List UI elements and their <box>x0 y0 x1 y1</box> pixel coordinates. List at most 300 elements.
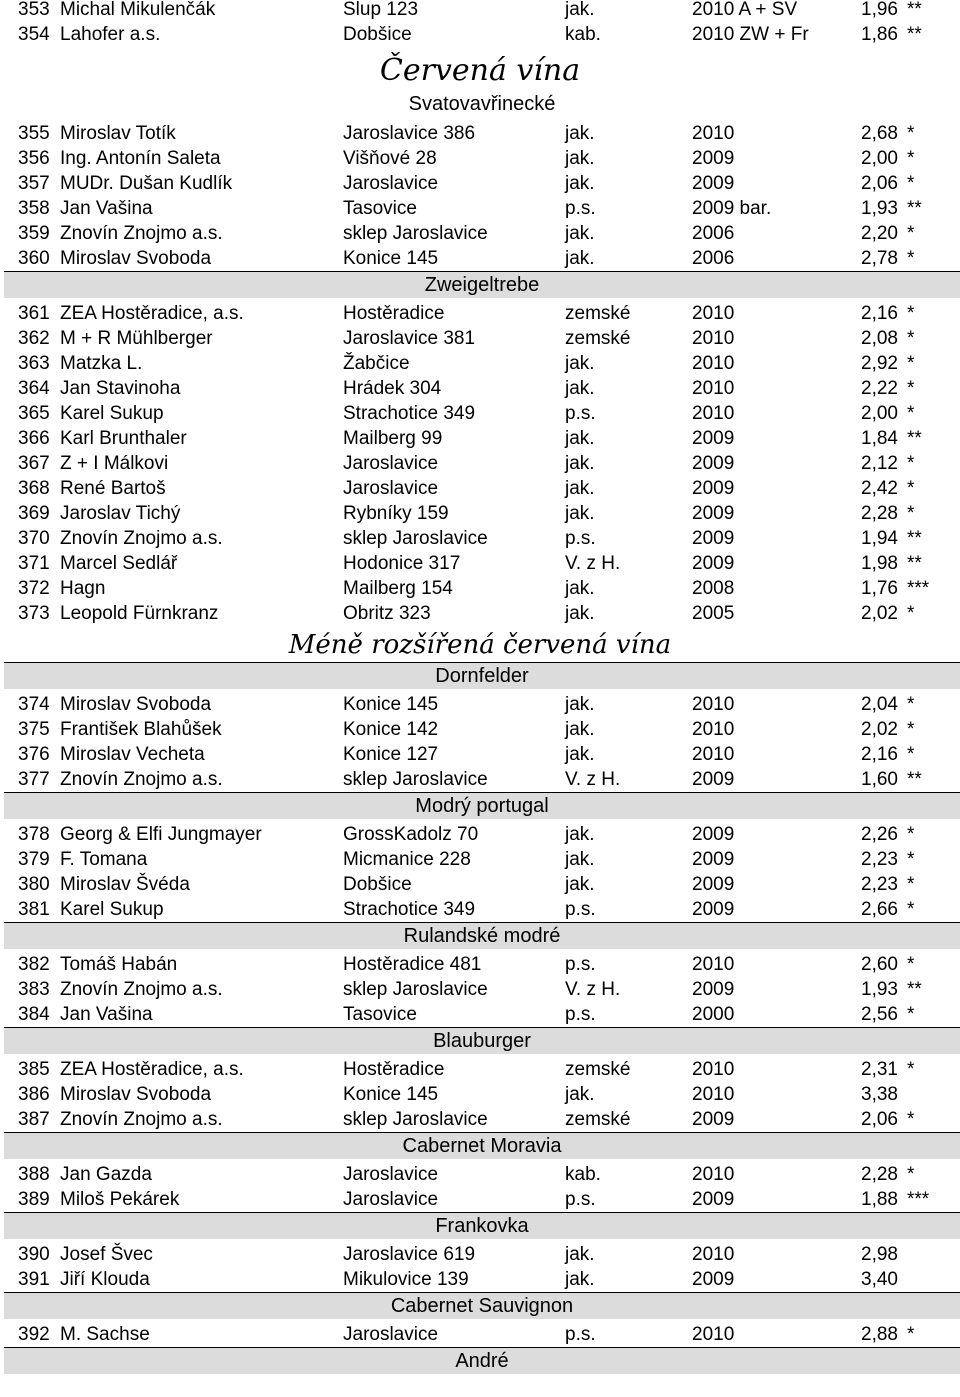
entry-number: 382 <box>18 954 50 975</box>
entry-number: 359 <box>18 223 50 244</box>
wine-attribute: jak. <box>565 173 595 194</box>
vintage: 2009 <box>692 478 735 499</box>
entry-number: 388 <box>18 1164 50 1185</box>
score: 2,06 <box>861 1109 898 1130</box>
section-title: Méně rozšířená červená vína <box>288 630 672 660</box>
variety-heading: Cabernet Moravia <box>4 1132 960 1159</box>
wine-entry-row <box>0 326 960 351</box>
vintage: 2009 <box>692 1189 735 1210</box>
score: 1,60 <box>861 769 898 790</box>
vintage: 2010 <box>692 1059 735 1080</box>
wine-attribute: jak. <box>565 1084 595 1105</box>
vintage: 2010 <box>692 123 735 144</box>
producer-name: Lahofer a.s. <box>60 24 161 45</box>
wine-attribute: p.s. <box>565 528 596 549</box>
rating-stars: * <box>907 303 915 324</box>
entry-number: 358 <box>18 198 50 219</box>
wine-entry-row <box>0 1082 960 1107</box>
vintage: 2008 <box>692 578 735 599</box>
wine-attribute: jak. <box>565 719 595 740</box>
entry-number: 379 <box>18 849 50 870</box>
wine-attribute: p.s. <box>565 198 596 219</box>
producer-name: Jan Stavinoha <box>60 378 181 399</box>
producer-name: ZEA Hostěradice, a.s. <box>60 1059 244 1080</box>
wine-entry-row <box>0 1002 960 1027</box>
entry-number: 354 <box>18 24 50 45</box>
vintage: 2009 <box>692 1109 735 1130</box>
producer-name: Miroslav Totík <box>60 123 176 144</box>
score: 3,40 <box>861 1269 898 1290</box>
vintage: 2010 <box>692 744 735 765</box>
entry-number: 366 <box>18 428 50 449</box>
score: 2,28 <box>861 1164 898 1185</box>
vintage: 2010 <box>692 1084 735 1105</box>
producer-name: M. Sachse <box>60 1324 150 1345</box>
entry-number: 367 <box>18 453 50 474</box>
vintage: 2005 <box>692 603 735 624</box>
section-title: Červená vína <box>379 53 581 88</box>
entry-number: 356 <box>18 148 50 169</box>
wine-attribute: jak. <box>565 248 595 269</box>
wine-entry-row <box>0 897 960 922</box>
wine-entry-row <box>0 221 960 246</box>
rating-stars: * <box>907 1059 915 1080</box>
wine-attribute: zemské <box>565 303 631 324</box>
variety-heading: Cabernet Sauvignon <box>4 1292 960 1319</box>
vintage: 2010 <box>692 1164 735 1185</box>
wine-entry-row <box>0 1162 960 1187</box>
score: 2,78 <box>861 248 898 269</box>
vintage: 2010 <box>692 1244 735 1265</box>
variety-heading: Zweigeltrebe <box>4 271 960 298</box>
producer-name: Znovín Znojmo a.s. <box>60 979 223 1000</box>
location: Mikulovice 139 <box>343 1269 469 1290</box>
vintage: 2010 A + SV <box>692 0 798 20</box>
rating-stars: ** <box>907 528 922 549</box>
score: 1,96 <box>861 0 898 20</box>
score: 2,20 <box>861 223 898 244</box>
entry-number: 378 <box>18 824 50 845</box>
producer-name: Znovín Znojmo a.s. <box>60 528 223 549</box>
producer-name: Karl Brunthaler <box>60 428 187 449</box>
wine-attribute: jak. <box>565 0 595 20</box>
vintage: 2009 <box>692 824 735 845</box>
wine-attribute: jak. <box>565 849 595 870</box>
producer-name: Georg & Elfi Jungmayer <box>60 824 262 845</box>
producer-name: Jan Gazda <box>60 1164 152 1185</box>
producer-name: Znovín Znojmo a.s. <box>60 223 223 244</box>
wine-entry-row <box>0 301 960 326</box>
producer-name: Miroslav Svoboda <box>60 1084 212 1105</box>
wine-entry-row <box>0 1187 960 1212</box>
score: 2,26 <box>861 824 898 845</box>
location: Dobšice <box>343 24 412 45</box>
location: Slup 123 <box>343 0 419 20</box>
producer-name: Miroslav Švéda <box>60 874 190 895</box>
rating-stars: * <box>907 223 915 244</box>
score: 2,08 <box>861 328 898 349</box>
entry-number: 369 <box>18 503 50 524</box>
location: Jaroslavice <box>343 478 439 499</box>
producer-name: Karel Sukup <box>60 899 164 920</box>
score: 2,02 <box>861 603 898 624</box>
entry-number: 357 <box>18 173 50 194</box>
vintage: 2010 ZW + Fr <box>692 24 809 45</box>
entry-number: 387 <box>18 1109 50 1130</box>
wine-entry-row <box>0 0 960 22</box>
location: Konice 145 <box>343 694 439 715</box>
entry-number: 362 <box>18 328 50 349</box>
location: Jaroslavice 619 <box>343 1244 476 1265</box>
wine-attribute: zemské <box>565 1059 631 1080</box>
entry-number: 353 <box>18 0 50 20</box>
location: sklep Jaroslavice <box>343 223 488 244</box>
vintage: 2009 bar. <box>692 198 772 219</box>
wine-entry-row <box>0 501 960 526</box>
wine-attribute: jak. <box>565 744 595 765</box>
wine-attribute: p.s. <box>565 954 596 975</box>
wine-attribute: jak. <box>565 694 595 715</box>
wine-attribute: jak. <box>565 378 595 399</box>
wine-attribute: jak. <box>565 478 595 499</box>
vintage: 2009 <box>692 769 735 790</box>
score: 2,98 <box>861 1244 898 1265</box>
entry-number: 383 <box>18 979 50 1000</box>
producer-name: Jan Vašina <box>60 1004 153 1025</box>
vintage: 2010 <box>692 1324 735 1345</box>
score: 1,84 <box>861 428 898 449</box>
score: 1,86 <box>861 24 898 45</box>
wine-attribute: jak. <box>565 428 595 449</box>
location: Hostěradice <box>343 1059 445 1080</box>
rating-stars: * <box>907 744 915 765</box>
wine-entry-row <box>0 1242 960 1267</box>
wine-entry-row <box>0 22 960 47</box>
score: 2,00 <box>861 403 898 424</box>
wine-attribute: kab. <box>565 1164 601 1185</box>
rating-stars: * <box>907 378 915 399</box>
rating-stars: * <box>907 478 915 499</box>
wine-entry-row <box>0 426 960 451</box>
producer-name: M + R Mühlberger <box>60 328 213 349</box>
vintage: 2009 <box>692 849 735 870</box>
wine-attribute: p.s. <box>565 1324 596 1345</box>
entry-number: 372 <box>18 578 50 599</box>
entry-number: 374 <box>18 694 50 715</box>
location: sklep Jaroslavice <box>343 1109 488 1130</box>
vintage: 2009 <box>692 453 735 474</box>
wine-entry-row <box>0 576 960 601</box>
wine-entry-row <box>0 121 960 146</box>
location: Mailberg 99 <box>343 428 443 449</box>
wine-attribute: jak. <box>565 1269 595 1290</box>
producer-name: Jiří Klouda <box>60 1269 150 1290</box>
location: Konice 127 <box>343 744 439 765</box>
entry-number: 385 <box>18 1059 50 1080</box>
location: Hodonice 317 <box>343 553 461 574</box>
location: Rybníky 159 <box>343 503 449 524</box>
producer-name: Miloš Pekárek <box>60 1189 180 1210</box>
producer-name: Marcel Sedlář <box>60 553 178 574</box>
variety-heading: Dornfelder <box>4 662 960 689</box>
score: 2,60 <box>861 954 898 975</box>
location: Jaroslavice 381 <box>343 328 476 349</box>
wine-entry-row <box>0 717 960 742</box>
entry-number: 386 <box>18 1084 50 1105</box>
score: 2,06 <box>861 173 898 194</box>
vintage: 2009 <box>692 1269 735 1290</box>
wine-entry-row <box>0 146 960 171</box>
vintage: 2010 <box>692 378 735 399</box>
vintage: 2009 <box>692 503 735 524</box>
rating-stars: * <box>907 1324 915 1345</box>
rating-stars: * <box>907 603 915 624</box>
location: Hostěradice <box>343 303 445 324</box>
wine-entry-row <box>0 376 960 401</box>
wine-attribute: jak. <box>565 148 595 169</box>
vintage: 2009 <box>692 874 735 895</box>
producer-name: Karel Sukup <box>60 403 164 424</box>
wine-entry-row <box>0 1107 960 1132</box>
producer-name: Znovín Znojmo a.s. <box>60 1109 223 1130</box>
score: 2,68 <box>861 123 898 144</box>
entry-number: 370 <box>18 528 50 549</box>
rating-stars: * <box>907 719 915 740</box>
wine-entry-row <box>0 767 960 792</box>
rating-stars: * <box>907 353 915 374</box>
wine-entry-row <box>0 822 960 847</box>
producer-name: Z + I Málkovi <box>60 453 169 474</box>
wine-entry-row <box>0 847 960 872</box>
wine-entry-row <box>0 872 960 897</box>
vintage: 2010 <box>692 328 735 349</box>
vintage: 2010 <box>692 303 735 324</box>
rating-stars: ** <box>907 198 922 219</box>
location: Žabčice <box>343 353 410 374</box>
wine-attribute: zemské <box>565 1109 631 1130</box>
producer-name: František Blahůšek <box>60 719 222 740</box>
rating-stars: * <box>907 1004 915 1025</box>
entry-number: 375 <box>18 719 50 740</box>
vintage: 2010 <box>692 403 735 424</box>
entry-number: 363 <box>18 353 50 374</box>
location: Strachotice 349 <box>343 899 476 920</box>
location: sklep Jaroslavice <box>343 979 488 1000</box>
rating-stars: * <box>907 899 915 920</box>
rating-stars: * <box>907 173 915 194</box>
producer-name: Tomáš Habán <box>60 954 178 975</box>
rating-stars: * <box>907 248 915 269</box>
wine-entry-row <box>0 171 960 196</box>
location: Mailberg 154 <box>343 578 453 599</box>
score: 2,04 <box>861 694 898 715</box>
entry-number: 355 <box>18 123 50 144</box>
score: 2,88 <box>861 1324 898 1345</box>
producer-name: Miroslav Svoboda <box>60 248 212 269</box>
location: sklep Jaroslavice <box>343 528 488 549</box>
score: 2,16 <box>861 744 898 765</box>
location: Konice 145 <box>343 248 439 269</box>
wine-attribute: jak. <box>565 874 595 895</box>
entry-number: 380 <box>18 874 50 895</box>
producer-name: Miroslav Vecheta <box>60 744 205 765</box>
score: 2,22 <box>861 378 898 399</box>
score: 1,76 <box>861 578 898 599</box>
variety-heading: Frankovka <box>4 1212 960 1239</box>
wine-attribute: p.s. <box>565 403 596 424</box>
rating-stars: ** <box>907 769 922 790</box>
wine-attribute: V. z H. <box>565 979 621 1000</box>
rating-stars: *** <box>907 578 930 599</box>
vintage: 2000 <box>692 1004 735 1025</box>
rating-stars: ** <box>907 428 922 449</box>
wine-entry-row <box>0 476 960 501</box>
location: Jaroslavice <box>343 173 439 194</box>
entry-number: 364 <box>18 378 50 399</box>
location: sklep Jaroslavice <box>343 769 488 790</box>
producer-name: Jan Vašina <box>60 198 153 219</box>
producer-name: Znovín Znojmo a.s. <box>60 769 223 790</box>
rating-stars: *** <box>907 1189 930 1210</box>
location: Jaroslavice <box>343 1189 439 1210</box>
entry-number: 371 <box>18 553 50 574</box>
rating-stars: * <box>907 403 915 424</box>
entry-number: 361 <box>18 303 50 324</box>
wine-attribute: zemské <box>565 328 631 349</box>
rating-stars: * <box>907 954 915 975</box>
wine-attribute: jak. <box>565 603 595 624</box>
wine-attribute: jak. <box>565 824 595 845</box>
wine-entry-row <box>0 601 960 626</box>
rating-stars: * <box>907 123 915 144</box>
location: Jaroslavice 386 <box>343 123 476 144</box>
location: Micmanice 228 <box>343 849 471 870</box>
location: Konice 142 <box>343 719 439 740</box>
wine-entry-row <box>0 551 960 576</box>
entry-number: 360 <box>18 248 50 269</box>
wine-entry-row <box>0 526 960 551</box>
entry-number: 391 <box>18 1269 50 1290</box>
location: Hostěradice 481 <box>343 954 482 975</box>
wine-attribute: jak. <box>565 223 595 244</box>
score: 2,23 <box>861 874 898 895</box>
score: 1,98 <box>861 553 898 574</box>
producer-name: Matzka L. <box>60 353 143 374</box>
variety-heading: Svatovavřinecké <box>408 93 556 115</box>
rating-stars: * <box>907 824 915 845</box>
wine-attribute: V. z H. <box>565 553 621 574</box>
wine-entry-row <box>0 351 960 376</box>
rating-stars: * <box>907 1164 915 1185</box>
score: 1,93 <box>861 198 898 219</box>
rating-stars: * <box>907 849 915 870</box>
wine-attribute: jak. <box>565 123 595 144</box>
variety-heading: André <box>4 1347 960 1374</box>
score: 3,38 <box>861 1084 898 1105</box>
score: 1,94 <box>861 528 898 549</box>
location: Obritz 323 <box>343 603 431 624</box>
wine-entry-row <box>0 246 960 271</box>
score: 2,00 <box>861 148 898 169</box>
variety-heading: Blauburger <box>4 1027 960 1054</box>
wine-entry-row <box>0 451 960 476</box>
entry-number: 376 <box>18 744 50 765</box>
score: 2,23 <box>861 849 898 870</box>
rating-stars: * <box>907 694 915 715</box>
vintage: 2009 <box>692 899 735 920</box>
rating-stars: * <box>907 148 915 169</box>
variety-heading: Modrý portugal <box>4 792 960 819</box>
location: Dobšice <box>343 874 412 895</box>
location: Hrádek 304 <box>343 378 442 399</box>
entry-number: 365 <box>18 403 50 424</box>
wine-entry-row <box>0 1322 960 1347</box>
rating-stars: ** <box>907 553 922 574</box>
rating-stars: ** <box>907 0 922 20</box>
entry-number: 389 <box>18 1189 50 1210</box>
score: 2,66 <box>861 899 898 920</box>
producer-name: Miroslav Svoboda <box>60 694 212 715</box>
entry-number: 373 <box>18 603 50 624</box>
wine-entry-row <box>0 977 960 1002</box>
wine-attribute: jak. <box>565 578 595 599</box>
producer-name: Leopold Fürnkranz <box>60 603 219 624</box>
score: 2,31 <box>861 1059 898 1080</box>
rating-stars: ** <box>907 24 922 45</box>
entry-number: 368 <box>18 478 50 499</box>
wine-entry-row <box>0 1267 960 1292</box>
producer-name: Hagn <box>60 578 106 599</box>
wine-attribute: jak. <box>565 453 595 474</box>
entry-number: 381 <box>18 899 50 920</box>
location: Jaroslavice <box>343 1164 439 1185</box>
location: Višňové 28 <box>343 148 437 169</box>
producer-name: Ing. Antonín Saleta <box>60 148 221 169</box>
wine-attribute: kab. <box>565 24 601 45</box>
producer-name: Jaroslav Tichý <box>60 503 181 524</box>
producer-name: Josef Švec <box>60 1244 153 1265</box>
score: 2,28 <box>861 503 898 524</box>
producer-name: ZEA Hostěradice, a.s. <box>60 303 244 324</box>
vintage: 2006 <box>692 223 735 244</box>
wine-attribute: V. z H. <box>565 769 621 790</box>
vintage: 2010 <box>692 719 735 740</box>
wine-entry-row <box>0 952 960 977</box>
score: 2,42 <box>861 478 898 499</box>
rating-stars: ** <box>907 979 922 1000</box>
score: 2,12 <box>861 453 898 474</box>
score: 1,93 <box>861 979 898 1000</box>
producer-name: MUDr. Dušan Kudlík <box>60 173 233 194</box>
wine-attribute: p.s. <box>565 899 596 920</box>
wine-attribute: p.s. <box>565 1004 596 1025</box>
vintage: 2009 <box>692 553 735 574</box>
entry-number: 377 <box>18 769 50 790</box>
score: 2,16 <box>861 303 898 324</box>
wine-attribute: p.s. <box>565 1189 596 1210</box>
wine-entry-row <box>0 692 960 717</box>
location: Jaroslavice <box>343 1324 439 1345</box>
location: Tasovice <box>343 1004 417 1025</box>
entry-number: 390 <box>18 1244 50 1265</box>
location: Konice 145 <box>343 1084 439 1105</box>
location: Strachotice 349 <box>343 403 476 424</box>
vintage: 2009 <box>692 528 735 549</box>
wine-entry-row <box>0 196 960 221</box>
wine-entry-row <box>0 742 960 767</box>
location: Tasovice <box>343 198 417 219</box>
rating-stars: * <box>907 874 915 895</box>
